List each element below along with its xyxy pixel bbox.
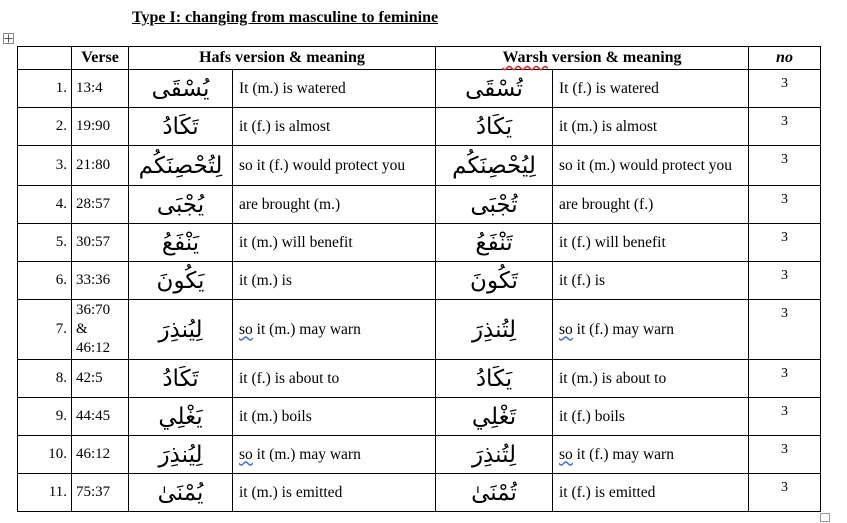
hafs-arabic: يُمْنَىٰ (129, 474, 233, 512)
warsh-arabic: لِيُحْصِنَكُم (436, 146, 553, 186)
warsh-meaning: It (f.) is watered (553, 70, 749, 108)
row-number: 2. (18, 108, 72, 146)
header-no: no (749, 47, 821, 70)
table-resize-handle[interactable] (820, 513, 830, 522)
warsh-meaning: are brought (f.) (553, 186, 749, 224)
header-index (18, 47, 72, 70)
no-count: 3 (749, 474, 821, 512)
warsh-meaning: it (f.) will benefit (553, 224, 749, 262)
verse-ref: 21:80 (72, 146, 129, 186)
meaning-rest: it (m.) may warn (252, 445, 361, 463)
no-count: 3 (749, 186, 821, 224)
document-title: Type I: changing from masculine to feminine (132, 9, 439, 26)
verse-ref (72, 300, 129, 360)
meaning-so-word: so (559, 445, 573, 463)
hafs-meaning: so it (f.) would protect you (233, 146, 436, 186)
warsh-arabic: تَنْفَعُ (436, 224, 553, 262)
verse-ref: 33:36 (72, 262, 129, 300)
row-number: 7. (18, 300, 72, 360)
no-count: 3 (749, 436, 821, 474)
hafs-arabic: يُجْبَى (129, 186, 233, 224)
verse-ref: 13:4 (72, 70, 129, 108)
hafs-arabic: تَكَادُ (129, 108, 233, 146)
hafs-arabic: يَكُونَ (129, 262, 233, 300)
hafs-arabic: يَغْلِي (129, 398, 233, 436)
warsh-arabic: تُمْنَىٰ (436, 474, 553, 512)
hafs-meaning: it (f.) is almost (233, 108, 436, 146)
hafs-arabic: لِيُنذِرَ (129, 300, 233, 360)
row-number: 5. (18, 224, 72, 262)
verse-ref: 75:37 (72, 474, 129, 512)
meaning-rest: it (f.) may warn (572, 445, 674, 463)
warsh-arabic: تُجْبَى (436, 186, 553, 224)
hafs-meaning: it (m.) is emitted (233, 474, 436, 512)
row-number: 8. (18, 360, 72, 398)
table-row (18, 70, 821, 108)
no-count: 3 (749, 300, 821, 360)
warsh-meaning: so it (m.) would protect you (553, 146, 749, 186)
table-row (18, 436, 821, 474)
meaning-so-word: so (559, 320, 573, 338)
warsh-meaning: it (f.) boils (553, 398, 749, 436)
no-count: 3 (749, 262, 821, 300)
verse-ref-line: & (76, 321, 88, 337)
table-row (18, 360, 821, 398)
hafs-meaning: it (m.) is (233, 262, 436, 300)
hafs-meaning (233, 300, 436, 360)
row-number: 1. (18, 70, 72, 108)
verse-ref: 42:5 (72, 360, 129, 398)
row-number: 3. (18, 146, 72, 186)
no-count: 3 (749, 146, 821, 186)
table-move-handle-icon[interactable] (3, 33, 14, 44)
hafs-meaning: are brought (m.) (233, 186, 436, 224)
header-warsh-word: Warsh (502, 49, 548, 66)
header-verse: Verse (72, 47, 129, 70)
verses-table (17, 46, 821, 512)
hafs-arabic: يُسْقَى (129, 70, 233, 108)
warsh-arabic: لِتُنذِرَ (436, 300, 553, 360)
warsh-meaning (553, 300, 749, 360)
hafs-meaning: it (m.) boils (233, 398, 436, 436)
no-count: 3 (749, 398, 821, 436)
warsh-meaning: it (f.) is (553, 262, 749, 300)
hafs-arabic: لِتُحْصِنَكُم (129, 146, 233, 186)
row-number: 10. (18, 436, 72, 474)
header-warsh (436, 47, 749, 70)
meaning-rest: it (m.) may warn (252, 320, 361, 338)
warsh-meaning: it (f.) is emitted (553, 474, 749, 512)
row-number: 9. (18, 398, 72, 436)
row-number: 11. (18, 474, 72, 512)
table-header-row (18, 47, 821, 70)
verse-ref: 30:57 (72, 224, 129, 262)
no-count: 3 (749, 70, 821, 108)
no-count: 3 (749, 224, 821, 262)
warsh-arabic: تَغْلِي (436, 398, 553, 436)
table-row (18, 300, 821, 360)
warsh-meaning (553, 436, 749, 474)
warsh-arabic: تُسْقَى (436, 70, 553, 108)
meaning-so-word: so (239, 445, 253, 463)
warsh-meaning: it (m.) is about to (553, 360, 749, 398)
table-row (18, 186, 821, 224)
hafs-meaning: It (m.) is watered (233, 70, 436, 108)
table-row (18, 224, 821, 262)
no-count: 3 (749, 360, 821, 398)
warsh-arabic: يَكَادُ (436, 360, 553, 398)
hafs-meaning: it (m.) will benefit (233, 224, 436, 262)
header-hafs: Hafs version & meaning (129, 47, 436, 70)
header-warsh-rest: version & meaning (547, 49, 682, 66)
table-row (18, 108, 821, 146)
verse-ref: 46:12 (72, 436, 129, 474)
hafs-arabic: لِيُنذِرَ (129, 436, 233, 474)
hafs-arabic: يَنْفَعُ (129, 224, 233, 262)
verse-ref-line: 46:12 (76, 340, 111, 356)
hafs-meaning (233, 436, 436, 474)
table-row (18, 262, 821, 300)
table-row (18, 398, 821, 436)
meaning-rest: it (f.) may warn (572, 320, 674, 338)
row-number: 6. (18, 262, 72, 300)
verse-ref: 44:45 (72, 398, 129, 436)
warsh-arabic: لِتُنذِرَ (436, 436, 553, 474)
verse-ref: 28:57 (72, 186, 129, 224)
table-row (18, 474, 821, 512)
hafs-arabic: تَكَادُ (129, 360, 233, 398)
no-count: 3 (749, 108, 821, 146)
warsh-arabic: يَكَادُ (436, 108, 553, 146)
row-number: 4. (18, 186, 72, 224)
verse-ref-line: 36:70 (76, 302, 111, 318)
verse-ref: 19:90 (72, 108, 129, 146)
hafs-meaning: it (f.) is about to (233, 360, 436, 398)
meaning-so-word: so (239, 320, 253, 338)
table-row (18, 146, 821, 186)
warsh-meaning: it (m.) is almost (553, 108, 749, 146)
warsh-arabic: تَكُونَ (436, 262, 553, 300)
